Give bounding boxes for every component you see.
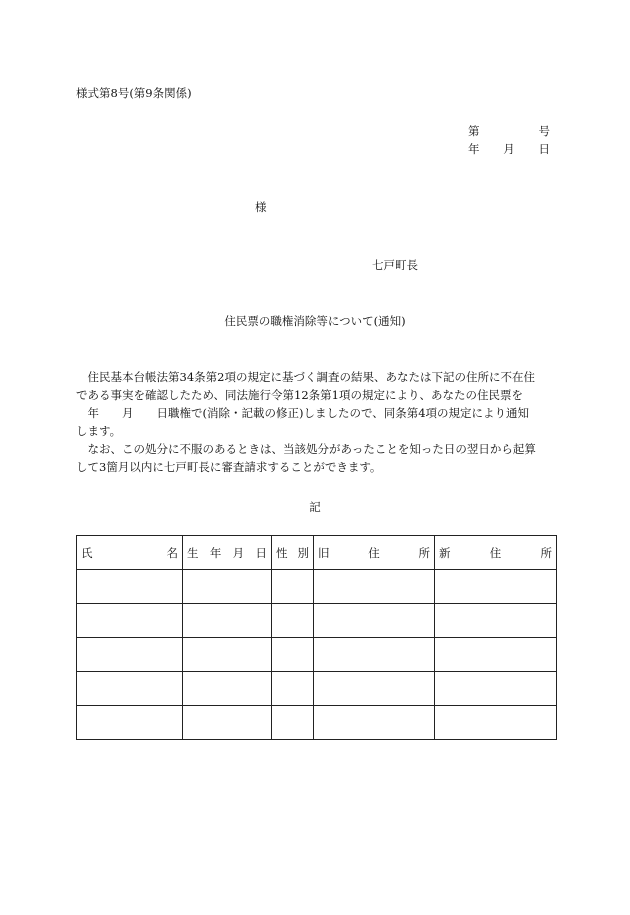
header-char: 旧 — [318, 545, 330, 560]
document-number-line — [468, 123, 550, 139]
body-line: 住民基本台帳法第34条第2項の規定に基づく調査の結果、あなたは下記の住所に不在住 — [76, 370, 535, 384]
body-line: なお、この処分に不服のあるときは、当該処分があったことを知った日の翌日から起算 — [76, 442, 536, 456]
table-row — [77, 638, 557, 672]
cell-new-address — [435, 706, 557, 740]
table-row — [77, 604, 557, 638]
body-line: である事実を確認したため、同法施行令第12条第1項の規定により、あなたの住民票を — [76, 388, 523, 402]
record-heading: 記 — [309, 500, 321, 514]
resident-record-table — [76, 535, 557, 740]
cell-sex — [272, 604, 314, 638]
cell-name — [77, 672, 183, 706]
cell-birthdate — [183, 604, 272, 638]
issuer-name: 七戸町長 — [372, 258, 418, 272]
cell-name — [77, 570, 183, 604]
cell-name — [77, 604, 183, 638]
header-char: 名 — [166, 545, 178, 560]
header-char: 別 — [297, 545, 309, 560]
header-char: 生 — [187, 545, 199, 560]
header-char: 年 — [209, 545, 222, 560]
header-char: 新 — [439, 545, 451, 560]
cell-name — [77, 706, 183, 740]
table-row — [77, 672, 557, 706]
cell-birthdate — [183, 672, 272, 706]
cell-old-address — [314, 638, 435, 672]
cell-new-address — [435, 570, 557, 604]
header-char: 氏 — [81, 545, 93, 560]
cell-new-address — [435, 638, 557, 672]
date-month: 月 — [503, 142, 515, 156]
header-new-address — [435, 536, 557, 570]
body-line: します。 — [76, 424, 122, 438]
table-header-row — [77, 536, 557, 570]
cell-new-address — [435, 604, 557, 638]
cell-old-address — [314, 604, 435, 638]
body-line: して3箇月以内に七戸町長に審査請求することができます。 — [76, 460, 382, 474]
header-char: 性 — [276, 545, 288, 560]
document-subject: 住民票の職権消除等について(通知) — [224, 314, 406, 328]
cell-sex — [272, 672, 314, 706]
header-name — [77, 536, 183, 570]
cell-birthdate — [183, 570, 272, 604]
cell-sex — [272, 638, 314, 672]
cell-old-address — [314, 706, 435, 740]
header-char: 住 — [489, 545, 502, 560]
cell-name — [77, 638, 183, 672]
number-suffix: 号 — [538, 124, 550, 138]
date-year: 年 — [468, 142, 480, 156]
body-line: 年 月 日職権で(消除・記載の修正)しましたので、同条第4項の規定により通知 — [76, 406, 530, 420]
header-char: 住 — [368, 545, 380, 560]
header-sex — [272, 536, 314, 570]
header-birthdate — [183, 536, 272, 570]
cell-old-address — [314, 672, 435, 706]
header-char: 所 — [540, 545, 552, 560]
header-char: 月 — [232, 545, 245, 560]
cell-birthdate — [183, 638, 272, 672]
date-day: 日 — [538, 142, 550, 156]
cell-old-address — [314, 570, 435, 604]
form-number-label: 様式第8号(第9条関係) — [76, 86, 192, 100]
table-row — [77, 570, 557, 604]
table-row — [77, 706, 557, 740]
document-date-line — [468, 141, 550, 157]
number-prefix: 第 — [468, 124, 480, 138]
cell-sex — [272, 706, 314, 740]
addressee-honorific: 様 — [255, 200, 267, 214]
header-char: 日 — [255, 545, 267, 560]
notice-body — [76, 368, 556, 476]
cell-sex — [272, 570, 314, 604]
cell-new-address — [435, 672, 557, 706]
cell-birthdate — [183, 706, 272, 740]
header-old-address — [314, 536, 435, 570]
header-char: 所 — [418, 545, 430, 560]
